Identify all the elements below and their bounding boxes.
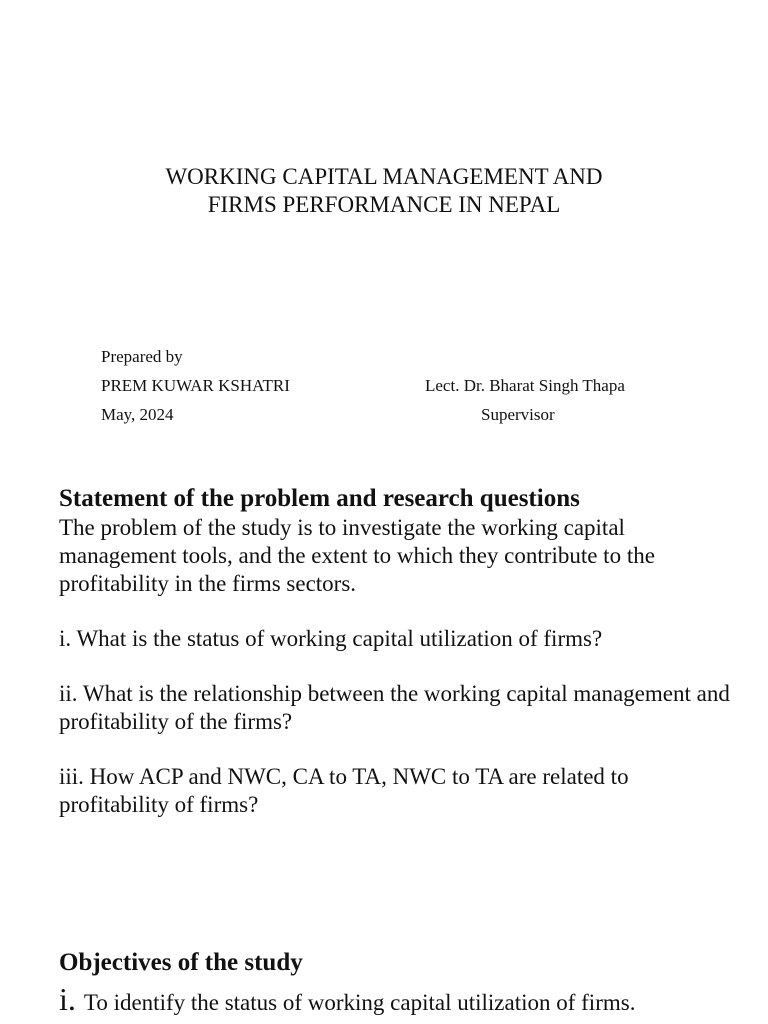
prepared-by-label: Prepared by [101, 347, 183, 366]
author-name: PREM KUWAR KSHATRI [101, 376, 290, 395]
research-question-2: ii. What is the relationship between the working capital management and profitability of the firms? [59, 681, 730, 734]
supervisor-name: Lect. Dr. Bharat Singh Thapa [425, 376, 625, 395]
title-line-2: FIRMS PERFORMANCE IN NEPAL [207, 192, 561, 217]
problem-heading: Statement of the problem and research questions [59, 485, 580, 512]
objective-text: To identify the status of working capital utilization of firms. [83, 990, 636, 1015]
objectives-heading: Objectives of the study [59, 949, 303, 976]
problem-intro: The problem of the study is to investigate the working capital management tools, and the extent to which they contribute to the profitability in the firms sectors. [59, 515, 655, 596]
document-title [0, 163, 768, 219]
research-question-1: i. What is the status of working capital utilization of firms? [59, 626, 603, 651]
supervisor-role: Supervisor [481, 405, 555, 424]
document-date: May, 2024 [101, 405, 174, 424]
objective-number: i. [59, 981, 76, 1017]
research-question-3: iii. How ACP and NWC, CA to TA, NWC to TA are related to profitability of firms? [59, 764, 629, 817]
objective-item [59, 982, 635, 1020]
title-line-1: WORKING CAPITAL MANAGEMENT AND [165, 164, 603, 189]
